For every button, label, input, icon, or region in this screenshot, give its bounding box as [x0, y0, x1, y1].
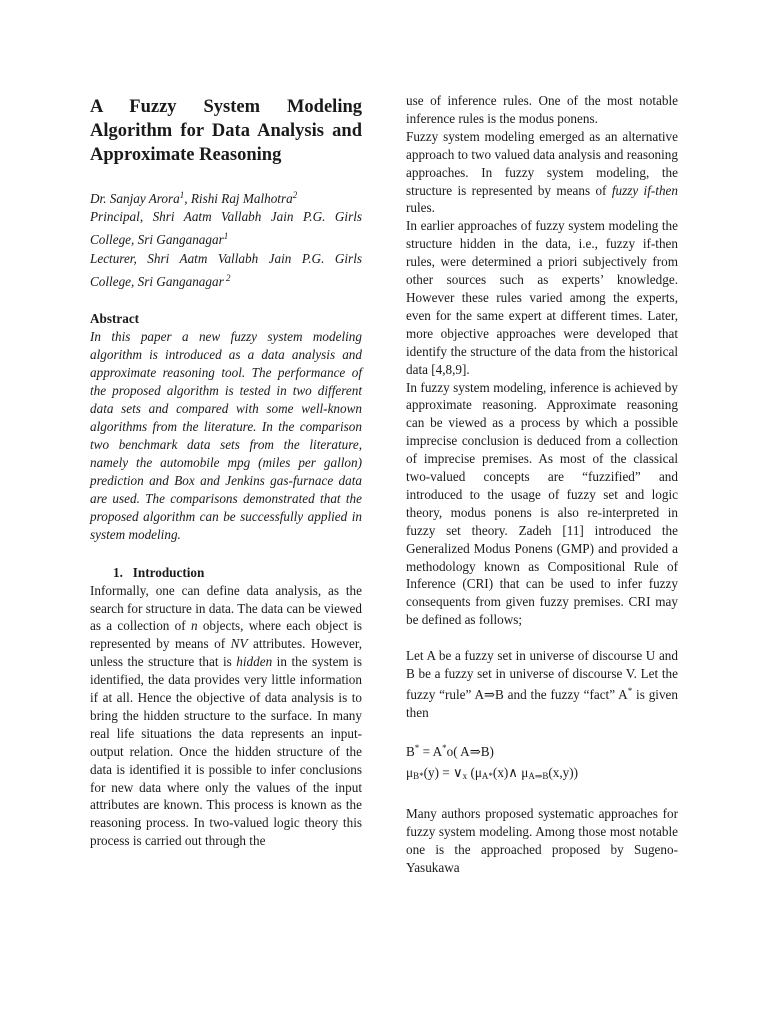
formula-membership	[406, 762, 678, 787]
f2-text-b: (μ	[467, 764, 482, 780]
f2-sub-x: x	[462, 770, 468, 781]
affiliation-1: Principal, Shri Aatm Vallabh Jain P.G. Girls College, Sri Ganganagar	[90, 209, 362, 248]
f1-eq: = A	[419, 743, 443, 759]
author-sup-1: 1	[179, 189, 185, 200]
f1-star: *	[414, 742, 420, 753]
intro-nv-italic: NV	[230, 636, 248, 652]
right-paragraph-4: In fuzzy system modeling, inference is achieved by approximate reasoning. Approximate reasoning can be viewed as a process by which a possible imprecise conclusion is deduced from a collection of imprecise premises. As most of the classical two-valued concepts are “fuzzified” and introduced to the usage of fuzzy set and logic theory, modus ponens is also re-interpreted in fuzzy set theory. Zadeh [11] introduced the Generalized Modus Ponens (GMP) and provided a methodology known as Compositional Rule of Inference (CRI) that can be used to infer fuzzy consequents from given fuzzy premises. CRI may be defined as follows;	[406, 379, 678, 628]
right-paragraph-2	[406, 128, 678, 218]
f2-sub-bstar: B*	[413, 770, 424, 781]
right-paragraph-1: use of inference rules. One of the most notable inference rules is the modus ponens.	[406, 93, 678, 126]
intro-text-2: objects, where each object is represented by means of	[90, 618, 362, 652]
f1-rest: o( A⇒B)	[446, 743, 494, 759]
p5-text-1: Let A be a fuzzy set in universe of discourse U and B be a fuzzy set in universe of discourse V. Let the fuzzy “rule” A⇒B and the fuzzy “fact” A	[406, 648, 678, 702]
formula-cri	[406, 738, 678, 762]
introduction-paragraph	[90, 582, 362, 851]
f2-sub-astar: A*	[481, 770, 493, 781]
intro-hidden-italic: hidden	[236, 654, 273, 670]
p2-text-1: Fuzzy system modeling emerged as an alternative approach to two valued data analysis and reasoning approaches. In fuzzy system modeling, the structure is represented by means of	[406, 128, 678, 198]
right-paragraph-3: In earlier approaches of fuzzy system modeling the structure hidden in the data, i.e., fuzzy if-then rules, were determined a priori subjectively from other sources such as experts’ knowledge. However these rules varied among the experts, even for the same expert at different times. Later, more objective approaches were developed that identify the structure of the data from the historical data [4,8,9].	[406, 218, 678, 377]
right-paragraph-6: Many authors proposed systematic approaches for fuzzy system modeling. Among those most notable one is the approached proposed by Sugeno-Yasukawa	[406, 805, 678, 875]
p5-text-2: is given then	[406, 687, 678, 720]
intro-text-4: in the system is identified, the data provides very little information if at all. Hence the objective of data analysis is to bring the hidden structure to the surface. In many real life situations the data represents an input-output relation. Once the hidden structure of the data is identified it is possible to infer conclusions for new data where only the values of the input attributes are known. This process is known as the reasoning process. In two-valued logic theory this process is carried out through the	[90, 654, 362, 849]
f2-sub-ab: A⇒B	[528, 770, 549, 781]
f2-text-a: (y) = ∨	[423, 764, 463, 780]
fuzzy-if-then-italic: fuzzy if-then	[611, 182, 678, 198]
author-sup-2: 2	[292, 189, 298, 200]
intro-text-1: Informally, one can define data analysis, as the search for structure in data. The data can be viewed as a collection of	[90, 582, 362, 634]
author-names-2: , Rishi Raj Malhotra	[184, 190, 293, 206]
right-paragraph-5	[406, 647, 678, 722]
abstract-body: In this paper a new fuzzy system modeling algorithm is introduced as a data analysis and approximate reasoning tool. The performance of the proposed algorithm is tested in two different data sets and compared with some well-known algorithms from the literature. In the comparison two benchmark data sets from the literature, namely the automobile mpg (miles per gallon) prediction and Box and Jenkins gas-furnace data are used. The comparisons demonstrated that the proposed algorithm can be successfully applied in system modeling.	[90, 328, 362, 542]
f2-mu: μ	[406, 764, 414, 780]
affiliation-1-sup: 1	[223, 231, 229, 242]
p5-star: *	[627, 686, 633, 696]
left-column	[90, 92, 362, 850]
f1-b: B	[406, 743, 415, 759]
affiliation-2-sup: 2	[223, 272, 231, 283]
author-names-1: Dr. Sanjay Arora	[90, 190, 180, 206]
p2-text-2: rules.	[406, 200, 435, 216]
f2-text-d: (x,y))	[548, 764, 579, 780]
f1-star2: *	[442, 742, 447, 753]
paper-title: A Fuzzy System Modeling Algorithm for Data Analysis and Approximate Reasoning	[90, 97, 362, 166]
affiliation-2: Lecturer, Shri Aatm Vallabh Jain P.G. Girls College, Sri Ganganagar	[90, 251, 362, 289]
author-block	[90, 186, 362, 292]
right-column	[406, 92, 678, 876]
f2-text-c: (x)∧ μ	[492, 764, 529, 780]
introduction-heading: 1. Introduction	[113, 564, 205, 580]
intro-n-italic: n	[190, 618, 198, 634]
abstract-heading: Abstract	[90, 310, 140, 326]
intro-text-3: attributes. However, unless the structure that is	[90, 636, 362, 670]
